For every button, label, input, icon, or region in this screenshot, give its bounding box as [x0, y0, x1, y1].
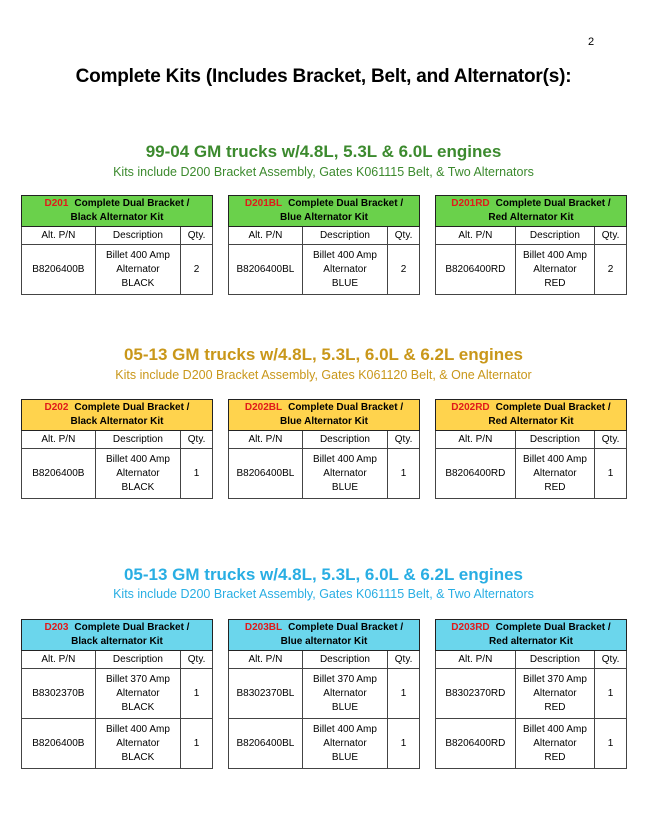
kit-name-line-1: Complete Dual Bracket / — [74, 622, 190, 633]
description-line: Billet 370 Amp — [522, 673, 587, 685]
column-header-alt-pn: Alt. P/N — [22, 431, 96, 449]
description-line: Alternator — [323, 263, 367, 275]
column-header-alt-pn: Alt. P/N — [436, 651, 516, 669]
quantity: 2 — [181, 245, 213, 295]
column-header-alt-pn: Alt. P/N — [229, 227, 303, 245]
table-row — [436, 449, 627, 499]
description-line: Alternator — [116, 737, 160, 749]
description-line: Billet 400 Amp — [105, 249, 170, 261]
description-cell — [95, 245, 180, 295]
table-row — [229, 719, 420, 769]
table-row — [229, 669, 420, 719]
description-line: BLACK — [121, 481, 155, 493]
description-cell — [95, 449, 180, 499]
column-header-qty: Qty. — [388, 651, 420, 669]
table-row — [436, 719, 627, 769]
kit-code: D203BL — [244, 622, 283, 633]
column-header-description: Description — [95, 651, 180, 669]
description-line: Alternator — [533, 263, 577, 275]
kit-name-line-2: Black alternator Kit — [71, 636, 163, 647]
description-line: RED — [544, 751, 566, 763]
kit-code: D201 — [44, 198, 69, 209]
alt-part-number: B8206400BL — [229, 719, 303, 769]
column-header-qty: Qty. — [181, 431, 213, 449]
alt-part-number: B8302370BL — [229, 669, 303, 719]
section-title: 99-04 GM trucks w/4.8L, 5.3L & 6.0L engines — [145, 142, 502, 161]
kit-header — [436, 196, 627, 227]
description-line: Alternator — [323, 687, 367, 699]
table-row — [22, 245, 213, 295]
description-line: Alternator — [533, 737, 577, 749]
description-line: Billet 400 Amp — [313, 453, 377, 465]
kit-code: D203 — [44, 622, 69, 633]
description-line: Billet 400 Amp — [105, 723, 170, 735]
alt-part-number: B8206400B — [22, 245, 96, 295]
kit-name-line-1: Complete Dual Bracket / — [495, 622, 611, 633]
description-line: Billet 400 Amp — [522, 723, 587, 735]
quantity: 1 — [595, 719, 627, 769]
kit-name-line-2: Blue Alternator Kit — [280, 212, 368, 223]
alt-part-number: B8302370RD — [436, 669, 516, 719]
alt-part-number: B8206400RD — [436, 449, 516, 499]
column-header-description: Description — [95, 431, 180, 449]
kit-table — [435, 399, 627, 499]
description-cell — [515, 245, 594, 295]
kit-table — [435, 619, 627, 769]
kit-code: D201RD — [451, 198, 490, 209]
kit-header — [22, 400, 213, 431]
kit-table — [228, 399, 420, 499]
description-line: Alternator — [116, 263, 160, 275]
kit-code: D201BL — [244, 198, 283, 209]
table-row — [436, 669, 627, 719]
column-header-description: Description — [515, 431, 594, 449]
column-header-qty: Qty. — [388, 227, 420, 245]
quantity: 2 — [388, 245, 420, 295]
alt-part-number: B8206400RD — [436, 719, 516, 769]
description-line: RED — [544, 277, 566, 289]
kit-header — [22, 196, 213, 227]
kit-header — [436, 400, 627, 431]
alt-part-number: B8206400BL — [229, 449, 303, 499]
kit-name-line-1: Complete Dual Bracket / — [74, 198, 190, 209]
quantity: 1 — [181, 449, 213, 499]
kit-name-line-2: Red alternator Kit — [489, 636, 573, 647]
kit-header — [436, 620, 627, 651]
kit-table — [228, 619, 420, 769]
column-header-description: Description — [302, 227, 387, 245]
kit-table — [435, 195, 627, 295]
page-title: Complete Kits (Includes Bracket, Belt, and Alternator(s): — [75, 66, 572, 87]
section-title: 05-13 GM trucks w/4.8L, 5.3L, 6.0L & 6.2L engines — [123, 345, 524, 364]
kit-header — [22, 620, 213, 651]
description-cell — [302, 245, 387, 295]
kit-name-line-2: Blue Alternator Kit — [280, 416, 368, 427]
column-header-alt-pn: Alt. P/N — [229, 431, 303, 449]
kit-name-line-1: Complete Dual Bracket / — [74, 402, 190, 413]
column-header-qty: Qty. — [388, 431, 420, 449]
kit-name-line-1: Complete Dual Bracket / — [288, 198, 404, 209]
table-row — [22, 719, 213, 769]
kit-name-line-2: Black Alternator Kit — [70, 212, 164, 223]
page-number: 2 — [588, 36, 595, 48]
kit-name-line-2: Blue alternator Kit — [280, 636, 368, 647]
description-line: BLUE — [331, 701, 359, 713]
section-title: 05-13 GM trucks w/4.8L, 5.3L, 6.0L & 6.2L engines — [123, 565, 524, 584]
kit-table — [21, 619, 213, 769]
column-header-description: Description — [515, 227, 594, 245]
description-cell — [302, 669, 387, 719]
quantity: 1 — [388, 719, 420, 769]
column-header-description: Description — [515, 651, 594, 669]
alt-part-number: B8206400RD — [436, 245, 516, 295]
column-header-qty: Qty. — [181, 651, 213, 669]
section-subtitle: Kits include D200 Bracket Assembly, Gates K061115 Belt, & Two Alternators — [113, 165, 534, 179]
alt-part-number: B8302370B — [22, 669, 96, 719]
description-cell — [302, 719, 387, 769]
description-line: Alternator — [323, 467, 367, 479]
kit-header — [229, 196, 420, 227]
description-line: BLUE — [331, 481, 359, 493]
section-subtitle: Kits include D200 Bracket Assembly, Gates K061115 Belt, & Two Alternators — [113, 587, 534, 601]
kit-code: D202RD — [451, 402, 490, 413]
kit-table — [228, 195, 420, 295]
description-cell — [515, 719, 594, 769]
column-header-qty: Qty. — [595, 431, 627, 449]
description-line: Alternator — [533, 687, 577, 699]
column-header-qty: Qty. — [595, 227, 627, 245]
column-header-alt-pn: Alt. P/N — [436, 227, 516, 245]
quantity: 1 — [388, 449, 420, 499]
description-line: RED — [544, 481, 566, 493]
table-row — [436, 245, 627, 295]
column-header-qty: Qty. — [181, 227, 213, 245]
description-line: Billet 370 Amp — [105, 673, 170, 685]
alt-part-number: B8206400B — [22, 719, 96, 769]
column-header-alt-pn: Alt. P/N — [229, 651, 303, 669]
description-cell — [302, 449, 387, 499]
column-header-alt-pn: Alt. P/N — [22, 651, 96, 669]
kit-name-line-2: Red Alternator Kit — [488, 212, 574, 223]
description-cell — [515, 449, 594, 499]
quantity: 1 — [388, 669, 420, 719]
quantity: 1 — [181, 719, 213, 769]
description-line: BLUE — [331, 277, 359, 289]
kit-name-line-2: Red Alternator Kit — [488, 416, 574, 427]
kit-table — [21, 399, 213, 499]
kit-name-line-1: Complete Dual Bracket / — [288, 622, 404, 633]
description-line: Billet 400 Amp — [313, 723, 377, 735]
column-header-alt-pn: Alt. P/N — [22, 227, 96, 245]
quantity: 1 — [595, 449, 627, 499]
section-subtitle: Kits include D200 Bracket Assembly, Gates K061120 Belt, & One Alternator — [115, 368, 532, 382]
kit-header — [229, 400, 420, 431]
kit-name-line-1: Complete Dual Bracket / — [495, 198, 611, 209]
description-line: Billet 400 Amp — [105, 453, 170, 465]
description-cell — [95, 719, 180, 769]
description-line: Billet 400 Amp — [522, 249, 587, 261]
kit-name-line-2: Black Alternator Kit — [70, 416, 164, 427]
table-row — [229, 245, 420, 295]
kit-name-line-1: Complete Dual Bracket / — [495, 402, 611, 413]
alt-part-number: B8206400B — [22, 449, 96, 499]
description-line: Alternator — [116, 687, 160, 699]
kit-name-line-1: Complete Dual Bracket / — [288, 402, 404, 413]
column-header-alt-pn: Alt. P/N — [436, 431, 516, 449]
column-header-description: Description — [95, 227, 180, 245]
kit-header — [229, 620, 420, 651]
description-line: Billet 370 Amp — [313, 673, 377, 685]
table-row — [22, 449, 213, 499]
description-line: Billet 400 Amp — [313, 249, 377, 261]
column-header-qty: Qty. — [595, 651, 627, 669]
description-line: BLACK — [121, 751, 155, 763]
kit-code: D203RD — [451, 622, 490, 633]
column-header-description: Description — [302, 431, 387, 449]
description-line: BLUE — [331, 751, 359, 763]
description-line: Alternator — [116, 467, 160, 479]
kit-table — [21, 195, 213, 295]
table-row — [22, 669, 213, 719]
description-line: Billet 400 Amp — [522, 453, 587, 465]
quantity: 1 — [595, 669, 627, 719]
quantity: 2 — [595, 245, 627, 295]
description-cell — [95, 669, 180, 719]
description-line: Alternator — [323, 737, 367, 749]
table-row — [229, 449, 420, 499]
kit-code: D202BL — [244, 402, 283, 413]
description-cell — [515, 669, 594, 719]
column-header-description: Description — [302, 651, 387, 669]
description-line: RED — [544, 701, 566, 713]
kit-code: D202 — [44, 402, 69, 413]
alt-part-number: B8206400BL — [229, 245, 303, 295]
quantity: 1 — [181, 669, 213, 719]
description-line: Alternator — [533, 467, 577, 479]
description-line: BLACK — [121, 277, 155, 289]
description-line: BLACK — [121, 701, 155, 713]
